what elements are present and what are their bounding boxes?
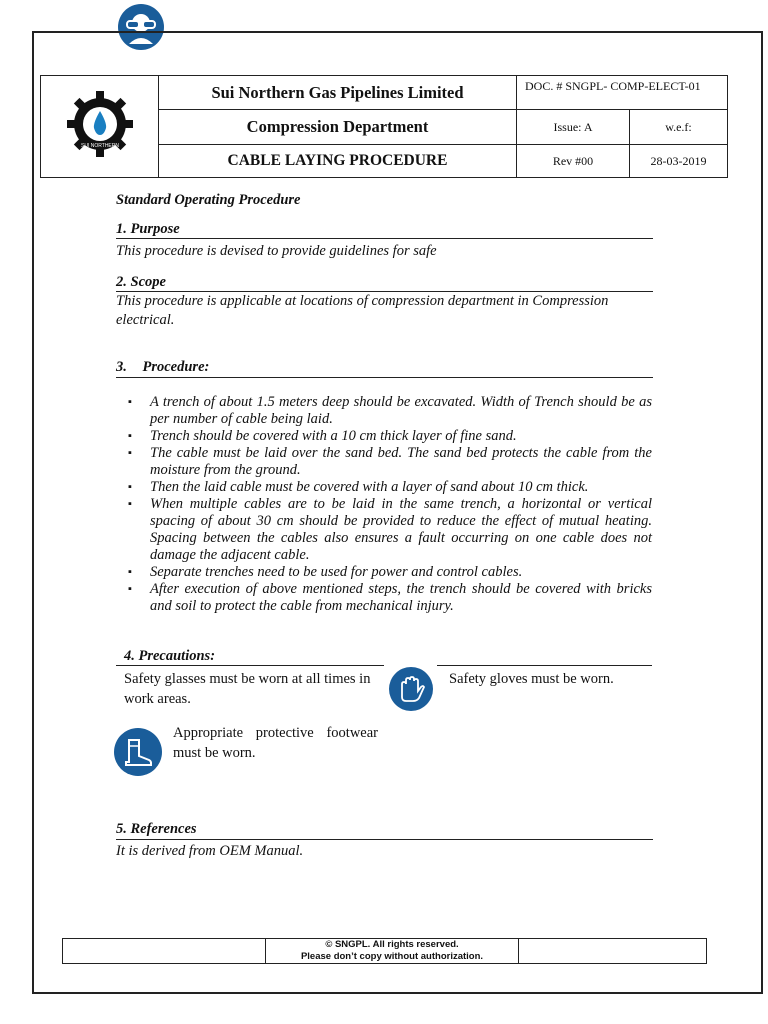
bullet-icon: ▪ [128, 430, 132, 442]
list-item: ▪ Then the laid cable must be covered with a layer of sand about 10 cm thick. [128, 479, 589, 495]
purpose-heading: 1. Purpose [116, 221, 180, 237]
bullet-icon: ▪ [128, 566, 132, 578]
procedure-heading [116, 359, 209, 376]
procedure-list [124, 394, 652, 615]
purpose-text: This procedure is devised to provide guidelines for safe [116, 243, 437, 259]
effective-date: 28-03-2019 [630, 145, 728, 178]
safety-gloves-icon [389, 667, 433, 711]
doc-number: DOC. # SNGPL- COMP-ELECT-01 [517, 76, 728, 110]
scope-heading: 2. Scope [116, 274, 166, 290]
list-item: ▪ When multiple cables are to be laid in the same trench, a horizontal or vertical spacing of about 30 cm should be provided to reduce the effect of mutual heating. Spacing between the cables also ensures a fault occurring on one cable does not damage the adjacent cable. [128, 496, 652, 563]
divider [116, 665, 384, 666]
authorization-line: Please don’t copy without authorization. [300, 951, 484, 962]
bullet-icon: ▪ [128, 447, 132, 459]
document-footer [62, 938, 707, 964]
precaution-footwear-text: Appropriate protective footwear must be worn. [173, 725, 378, 761]
list-item: ▪ A trench of about 1.5 meters deep should be excavated. Width of Trench should be as per number of cable being laid. [128, 394, 652, 427]
sop-label: Standard Operating Procedure [116, 192, 301, 208]
scope-text: This procedure is applicable at locations of compression department in Compression electrical. [116, 293, 609, 328]
bullet-icon: ▪ [128, 396, 132, 408]
svg-text:SUI NORTHERN: SUI NORTHERN [80, 143, 119, 149]
list-item: ▪ The cable must be laid over the sand bed. The sand bed protects the cable from the moisture from the ground. [128, 445, 652, 478]
divider [116, 238, 653, 239]
procedure-title: CABLE LAYING PROCEDURE [159, 145, 517, 178]
precaution-gloves-text: Safety gloves must be worn. [449, 671, 614, 687]
revision: Rev #00 [517, 145, 630, 178]
issue-label: Issue: A [517, 110, 630, 145]
precautions-heading: 4. Precautions: [124, 648, 216, 664]
wef-label: w.e.f: [630, 110, 728, 145]
divider [116, 839, 653, 840]
references-text: It is derived from OEM Manual. [116, 843, 304, 859]
bullet-icon: ▪ [128, 583, 132, 595]
footer-cell-right [519, 939, 707, 964]
list-item: ▪ Separate trenches need to be used for power and control cables. [128, 564, 523, 580]
footer-copyright [266, 939, 519, 964]
references-heading: 5. References [116, 821, 197, 837]
list-item: ▪ After execution of above mentioned steps, the trench should be covered with bricks and soil to protect the cable from mechanical injury. [128, 581, 652, 614]
department-name: Compression Department [159, 110, 517, 145]
procedure-heading-label: Procedure: [142, 359, 210, 375]
divider [437, 665, 652, 666]
company-gear-logo [63, 87, 137, 161]
precaution-glasses-text: Safety glasses must be worn at all times in work areas. [124, 671, 371, 707]
bullet-icon: ▪ [128, 498, 132, 510]
safety-boots-icon [114, 728, 162, 776]
list-item: ▪ Trench should be covered with a 10 cm thick layer of fine sand. [128, 428, 517, 444]
document-header [40, 75, 728, 178]
company-logo-cell [41, 76, 159, 178]
footer-cell-left [63, 939, 266, 964]
bullet-icon: ▪ [128, 481, 132, 493]
divider [116, 377, 653, 378]
copyright-line: © SNGPL. All rights reserved. [325, 939, 459, 950]
procedure-heading-number: 3. [116, 359, 127, 375]
company-name: Sui Northern Gas Pipelines Limited [159, 76, 517, 110]
